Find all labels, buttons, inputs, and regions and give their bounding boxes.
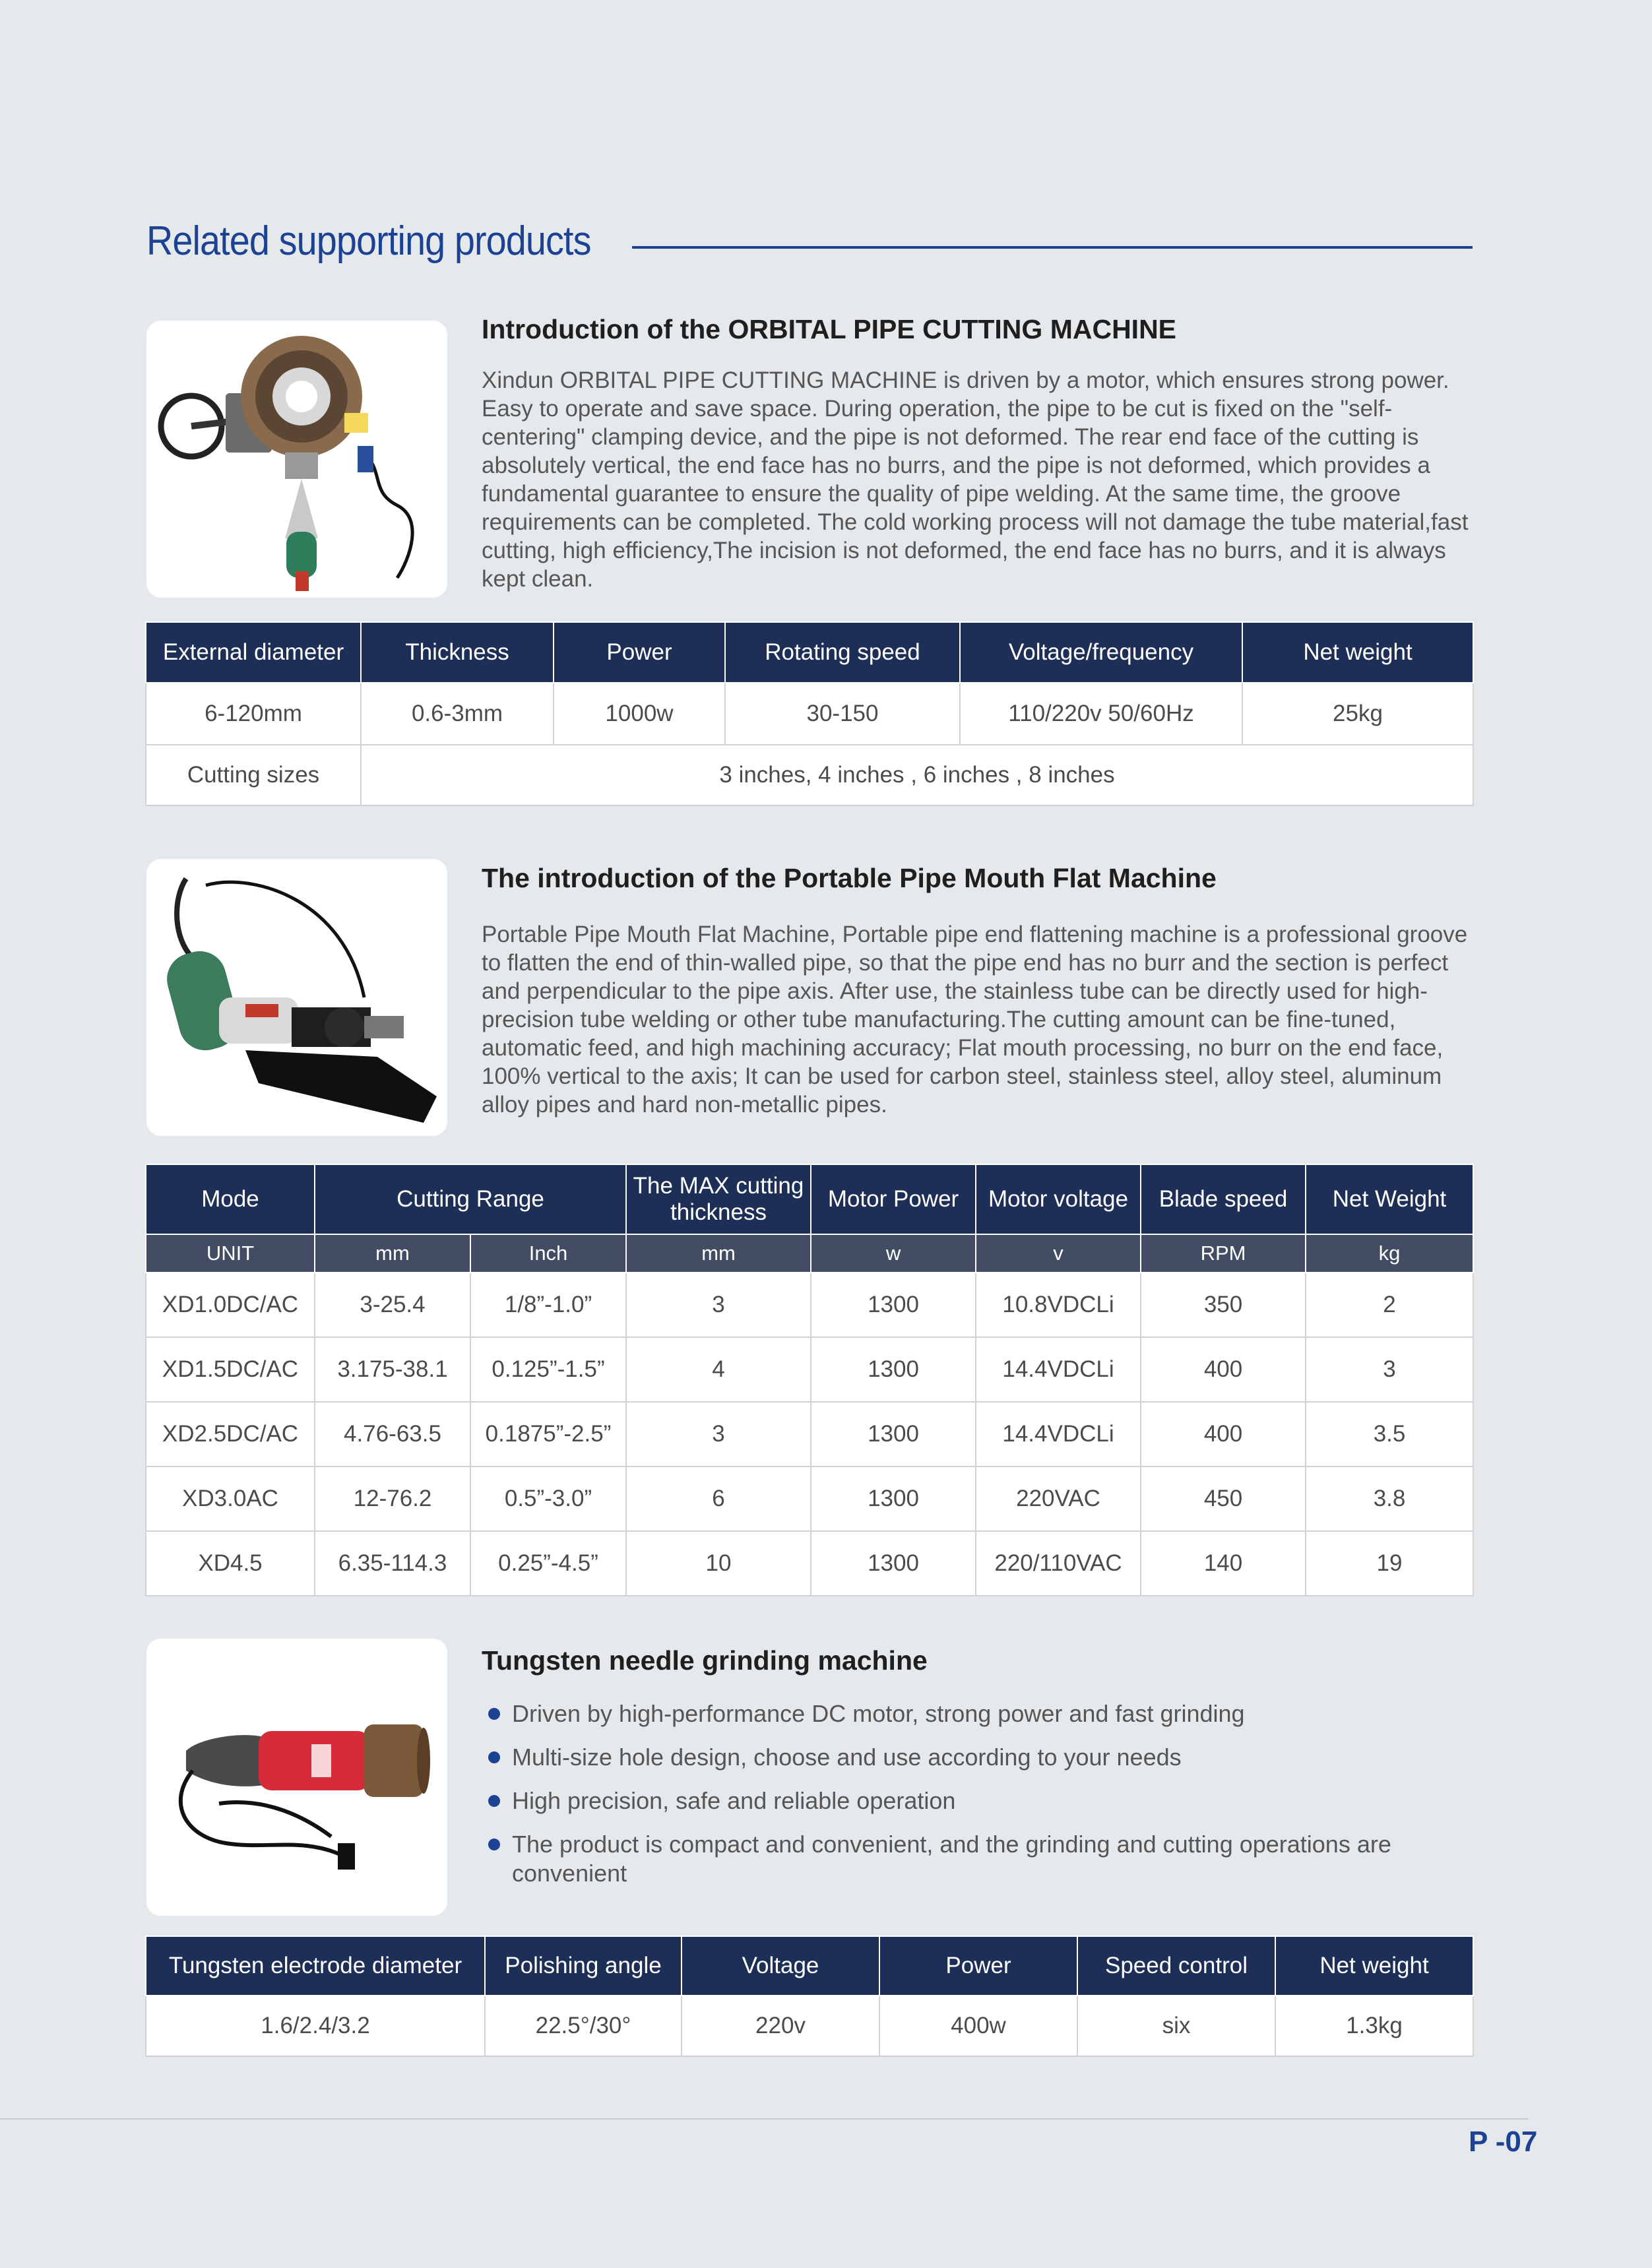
footer-rule	[0, 2118, 1528, 2120]
spec-cell: 1300	[811, 1531, 976, 1596]
spec-cell: 1300	[811, 1337, 976, 1402]
flat-machine-product-title: The introduction of the Portable Pipe Mouth Flat Machine	[482, 863, 1217, 893]
spec-cell: 4	[626, 1337, 811, 1402]
flat-machine-spec-table	[145, 1164, 1474, 1596]
spec-header: Motor Power	[811, 1164, 976, 1234]
grinding-product-title: Tungsten needle grinding machine	[482, 1645, 928, 1676]
unit-cell: v	[976, 1234, 1141, 1273]
table-row	[146, 1402, 1473, 1466]
spec-cell: 1.3kg	[1275, 1996, 1473, 2056]
model-cell: XD4.5	[146, 1531, 315, 1596]
feature-text: The product is compact and convenient, and the grinding and cutting operations are convenient	[512, 1831, 1391, 1887]
spec-cell: 400	[1141, 1337, 1306, 1402]
spec-cell: 1300	[811, 1466, 976, 1531]
spec-cell: 3.175-38.1	[315, 1337, 470, 1402]
feature-text: Driven by high-performance DC motor, strong power and fast grinding	[512, 1700, 1245, 1727]
list-item	[488, 1699, 1471, 1728]
bullet-dot	[488, 1708, 500, 1720]
unit-cell: RPM	[1141, 1234, 1306, 1273]
table-row	[146, 1273, 1473, 1337]
spec-header: Voltage	[682, 1936, 879, 1996]
unit-cell: UNIT	[146, 1234, 315, 1273]
pipe-mouth-flat-machine-image	[146, 859, 447, 1136]
table-row	[146, 1466, 1473, 1531]
spec-cell: 1000w	[554, 683, 725, 745]
spec-cell: 0.1875”-2.5”	[470, 1402, 626, 1466]
spec-header: Tungsten electrode diameter	[146, 1936, 485, 1996]
orbital-machine-illustration	[146, 321, 447, 598]
feature-text: High precision, safe and reliable operation	[512, 1787, 956, 1814]
spec-header: Net Weight	[1306, 1164, 1473, 1234]
spec-cell: 14.4VDCLi	[976, 1402, 1141, 1466]
spec-cell: 400w	[879, 1996, 1077, 2056]
spec-header: The MAX cutting thickness	[626, 1164, 811, 1234]
feature-text: Multi-size hole design, choose and use according to your needs	[512, 1744, 1182, 1771]
cutting-sizes-label: Cutting sizes	[146, 745, 361, 805]
spec-cell: 30-150	[725, 683, 960, 745]
spec-cell: 4.76-63.5	[315, 1402, 470, 1466]
spec-cell: 1.6/2.4/3.2	[146, 1996, 485, 2056]
spec-cell: 1/8”-1.0”	[470, 1273, 626, 1337]
spec-header: Rotating speed	[725, 622, 960, 683]
list-item	[488, 1786, 1471, 1815]
grinding-spec-header-row	[146, 1936, 1473, 1996]
table-row	[146, 683, 1473, 745]
model-cell: XD2.5DC/AC	[146, 1402, 315, 1466]
spec-cell: 0.125”-1.5”	[470, 1337, 626, 1402]
unit-cell: Inch	[470, 1234, 626, 1273]
bullet-dot	[488, 1839, 500, 1850]
grinding-spec-table	[145, 1936, 1474, 2057]
spec-header: Speed control	[1077, 1936, 1275, 1996]
unit-cell: mm	[315, 1234, 470, 1273]
orbital-spec-header-row	[146, 622, 1473, 683]
spec-cell: 22.5°/30°	[485, 1996, 682, 2056]
spec-cell: 0.5”-3.0”	[470, 1466, 626, 1531]
tungsten-grinding-machine-image	[146, 1639, 447, 1916]
spec-cell: 0.6-3mm	[361, 683, 554, 745]
spec-header: Cutting Range	[315, 1164, 626, 1234]
spec-cell: 12-76.2	[315, 1466, 470, 1531]
spec-cell: 2	[1306, 1273, 1473, 1337]
flat-spec-header-row	[146, 1164, 1473, 1234]
spec-cell: 3	[626, 1402, 811, 1466]
spec-cell: 14.4VDCLi	[976, 1337, 1141, 1402]
spec-cell: 3-25.4	[315, 1273, 470, 1337]
spec-cell: 1300	[811, 1402, 976, 1466]
list-item	[488, 1743, 1471, 1772]
bullet-dot	[488, 1751, 500, 1763]
title-rule	[632, 246, 1473, 249]
spec-header: Power	[879, 1936, 1077, 1996]
spec-cell: 0.25”-4.5”	[470, 1531, 626, 1596]
page-number: P -07	[1469, 2126, 1538, 2158]
unit-cell: kg	[1306, 1234, 1473, 1273]
spec-cell: 450	[1141, 1466, 1306, 1531]
grinding-machine-illustration	[146, 1639, 447, 1916]
table-row	[146, 1996, 1473, 2056]
spec-cell: 3	[1306, 1337, 1473, 1402]
spec-cell: 1300	[811, 1273, 976, 1337]
unit-cell: mm	[626, 1234, 811, 1273]
spec-header: Net weight	[1242, 622, 1473, 683]
bullet-dot	[488, 1795, 500, 1807]
spec-cell: 3.5	[1306, 1402, 1473, 1466]
spec-cell: 400	[1141, 1402, 1306, 1466]
flat-machine-illustration	[146, 859, 447, 1136]
spec-cell: 220/110VAC	[976, 1531, 1141, 1596]
orbital-product-description: Xindun ORBITAL PIPE CUTTING MACHINE is driven by a motor, which ensures strong power. Easy to operate and save space. During operation, the pipe to be cut is fixed on the "self-centering" clamping device, and the pipe is not deformed. The rear end face of the cutting is absolutely vertical, the end face has no burrs, and the pipe is not deformed, which provides a fundamental guarantee to ensure the quality of pipe welding. At the same time, the groove requirements can be completed. The cold working process will not damage the tube material,fast cutting, high efficiency,The incision is not deformed, the end face has no burrs, and it is always kept clean.	[482, 367, 1469, 592]
spec-cell: 6.35-114.3	[315, 1531, 470, 1596]
orbital-product-title: Introduction of the ORBITAL PIPE CUTTING MACHINE	[482, 314, 1177, 344]
model-cell: XD1.0DC/AC	[146, 1273, 315, 1337]
unit-row	[146, 1234, 1473, 1273]
list-item	[488, 1830, 1471, 1888]
spec-header: Polishing angle	[485, 1936, 682, 1996]
table-row	[146, 1531, 1473, 1596]
flat-machine-product-description: Portable Pipe Mouth Flat Machine, Portable pipe end flattening machine is a professional groove to flatten the end of thin-walled pipe, so that the pipe end has no burr and the section is perfect and perpendicular to the pipe axis. After use, the stainless tube can be directly used for high-precision tube welding or other tube manufacturing.The cutting amount can be fine-tuned, automatic feed, and high machining accuracy; Flat mouth processing, no burr on the end face, 100% vertical to the axis; It can be used for carbon steel, stainless steel, alloy steel, aluminum alloy pipes and hard non-metallic pipes.	[482, 922, 1468, 1118]
spec-cell: 6-120mm	[146, 683, 361, 745]
spec-header: External diameter	[146, 622, 361, 683]
spec-cell: six	[1077, 1996, 1275, 2056]
grinding-feature-list	[488, 1699, 1471, 1903]
spec-cell: 10.8VDCLi	[976, 1273, 1141, 1337]
model-cell: XD1.5DC/AC	[146, 1337, 315, 1402]
unit-cell: w	[811, 1234, 976, 1273]
spec-cell: 220VAC	[976, 1466, 1141, 1531]
spec-cell: 140	[1141, 1531, 1306, 1596]
spec-cell: 350	[1141, 1273, 1306, 1337]
model-cell: XD3.0AC	[146, 1466, 315, 1531]
spec-header: Power	[554, 622, 725, 683]
spec-cell: 220v	[682, 1996, 879, 2056]
spec-header: Voltage/frequency	[960, 622, 1242, 683]
table-row	[146, 1337, 1473, 1402]
section-title: Related supporting products	[146, 218, 591, 264]
spec-header: Mode	[146, 1164, 315, 1234]
spec-header: Motor voltage	[976, 1164, 1141, 1234]
orbital-spec-table	[145, 621, 1474, 806]
spec-cell: 6	[626, 1466, 811, 1531]
cutting-sizes-value: 3 inches, 4 inches , 6 inches , 8 inches	[361, 745, 1473, 805]
spec-cell: 110/220v 50/60Hz	[960, 683, 1242, 745]
spec-cell: 10	[626, 1531, 811, 1596]
spec-header: Thickness	[361, 622, 554, 683]
orbital-pipe-cutting-machine-image	[146, 321, 447, 598]
spec-cell: 3	[626, 1273, 811, 1337]
table-row	[146, 745, 1473, 805]
spec-header: Blade speed	[1141, 1164, 1306, 1234]
spec-cell: 19	[1306, 1531, 1473, 1596]
spec-header: Net weight	[1275, 1936, 1473, 1996]
spec-cell: 25kg	[1242, 683, 1473, 745]
spec-cell: 3.8	[1306, 1466, 1473, 1531]
